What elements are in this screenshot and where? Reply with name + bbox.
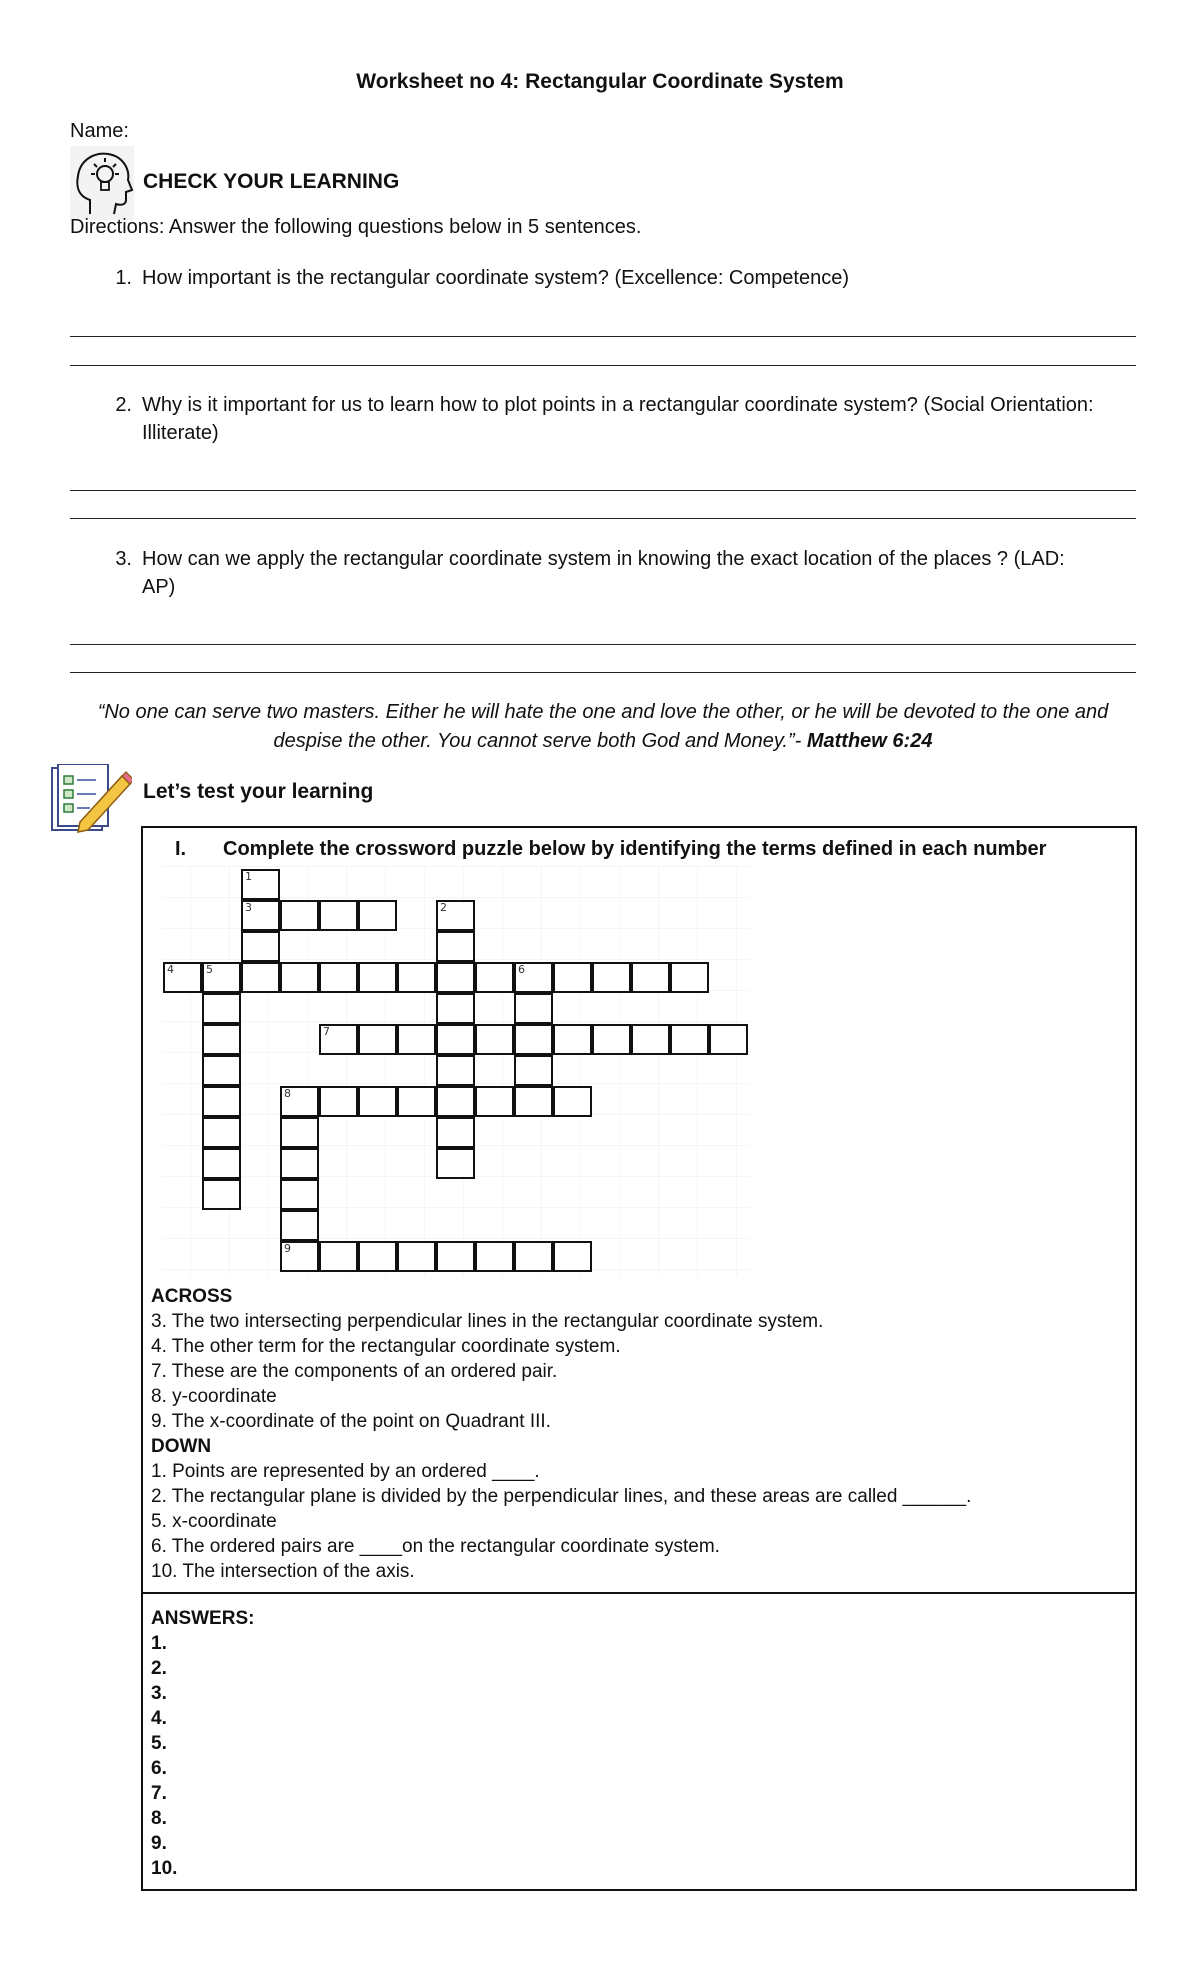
crossword-cell[interactable] — [397, 1086, 436, 1117]
across-clue: 4. The other term for the rectangular coordinate system. — [151, 1336, 621, 1357]
crossword-cell[interactable] — [319, 900, 358, 931]
test-learning-heading: Let’s test your learning — [143, 780, 374, 803]
crossword-cell[interactable] — [280, 962, 319, 993]
clue-number: 4 — [167, 963, 174, 976]
quote-source: Matthew 6:24 — [806, 730, 933, 752]
crossword-cell[interactable] — [397, 1024, 436, 1055]
answer-item[interactable]: 2. — [151, 1658, 167, 1679]
answers-heading: ANSWERS: — [151, 1608, 255, 1629]
crossword-cell[interactable] — [436, 1055, 475, 1086]
crossword-cell[interactable] — [280, 900, 319, 931]
crossword-cell[interactable] — [241, 962, 280, 993]
directions-text: Directions: Answer the following questions below in 5 sentences. — [70, 216, 642, 238]
crossword-cell[interactable] — [202, 1179, 241, 1210]
crossword-cell[interactable] — [358, 1241, 397, 1272]
question-number: 3. — [115, 548, 132, 570]
down-heading: DOWN — [151, 1436, 212, 1457]
answer-item[interactable]: 10. — [151, 1858, 178, 1879]
clue-number: 3 — [245, 901, 252, 914]
crossword-cell[interactable] — [670, 962, 709, 993]
crossword-cell[interactable] — [709, 1024, 748, 1055]
crossword-cell[interactable] — [202, 1148, 241, 1179]
crossword-cell[interactable] — [202, 1117, 241, 1148]
crossword-cell[interactable] — [319, 1024, 358, 1055]
down-clue: 5. x-coordinate — [151, 1511, 277, 1532]
name-label: Name: — [70, 120, 129, 142]
clue-number: 5 — [206, 963, 213, 976]
crossword-cell[interactable] — [436, 900, 475, 931]
page-title: Worksheet no 4: Rectangular Coordinate System — [356, 70, 844, 93]
answer-item[interactable]: 5. — [151, 1733, 167, 1754]
across-clue: 7. These are the components of an ordered pair. — [151, 1361, 558, 1382]
clue-number: 6 — [518, 963, 525, 976]
crossword-cell[interactable] — [358, 900, 397, 931]
answer-item[interactable]: 9. — [151, 1833, 167, 1854]
crossword-cell[interactable] — [475, 962, 514, 993]
across-clue: 8. y-coordinate — [151, 1386, 277, 1407]
clue-list — [151, 1284, 971, 1584]
answer-line[interactable] — [70, 672, 1136, 673]
question-text: Why is it important for us to learn how to plot points in a rectangular coordinate system? (Social Orientation: Illiterate) — [142, 394, 1094, 444]
crossword-cell[interactable] — [202, 1055, 241, 1086]
down-clue: 1. Points are represented by an ordered ____. — [151, 1461, 540, 1482]
checklist-pencil-icon — [50, 764, 132, 834]
answer-line[interactable] — [70, 490, 1136, 491]
crossword-cell[interactable] — [553, 1024, 592, 1055]
instruction-number: I. — [175, 838, 187, 860]
crossword-cell[interactable] — [436, 1117, 475, 1148]
crossword-cell[interactable] — [280, 1241, 319, 1272]
across-clue: 9. The x-coordinate of the point on Quadrant III. — [151, 1411, 551, 1432]
crossword-cell[interactable] — [553, 1086, 592, 1117]
crossword-cell[interactable] — [514, 1241, 553, 1272]
question-number: 1. — [115, 267, 132, 289]
lightbulb-head-icon — [70, 146, 134, 220]
answer-item[interactable]: 6. — [151, 1758, 167, 1779]
answer-line[interactable] — [70, 644, 1136, 645]
crossword-cell[interactable] — [475, 1024, 514, 1055]
clue-number: 1 — [245, 870, 252, 883]
crossword-cell[interactable] — [436, 993, 475, 1024]
down-clue: 10. The intersection of the axis. — [151, 1561, 415, 1582]
check-learning-heading: CHECK YOUR LEARNING — [143, 170, 400, 193]
crossword-cell[interactable] — [514, 993, 553, 1024]
crossword-cell[interactable] — [202, 993, 241, 1024]
crossword-cell[interactable] — [553, 1241, 592, 1272]
question-text: How important is the rectangular coordinate system? (Excellence: Competence) — [142, 267, 849, 289]
crossword-cell[interactable] — [475, 1241, 514, 1272]
crossword-cell[interactable] — [358, 962, 397, 993]
crossword-cell[interactable] — [514, 1055, 553, 1086]
answer-item[interactable]: 7. — [151, 1783, 167, 1804]
quote-text: “No one can serve two masters. Either he will hate the one and love the other, or he will be devoted to the one and despise the other. You cannot serve both God and Money.”- — [97, 701, 1109, 752]
clue-number: 7 — [323, 1025, 330, 1038]
crossword-cell[interactable] — [436, 1086, 475, 1117]
crossword-cell[interactable] — [280, 1148, 319, 1179]
answers-section — [151, 1606, 254, 1881]
across-heading: ACROSS — [151, 1286, 233, 1307]
question-number: 2. — [115, 394, 132, 416]
crossword-cell[interactable] — [631, 1024, 670, 1055]
clue-number: 2 — [440, 901, 447, 914]
crossword-cell[interactable] — [436, 962, 475, 993]
crossword-cell[interactable] — [592, 1024, 631, 1055]
answer-item[interactable]: 1. — [151, 1633, 167, 1654]
answer-line[interactable] — [70, 365, 1136, 366]
crossword-cell[interactable] — [163, 962, 202, 993]
crossword-cell[interactable] — [358, 1086, 397, 1117]
crossword-cell[interactable] — [319, 1241, 358, 1272]
crossword-cell[interactable] — [670, 1024, 709, 1055]
crossword-cell[interactable] — [436, 1024, 475, 1055]
question-text: How can we apply the rectangular coordinate system in knowing the exact location of the places ? (LAD: AP) — [142, 548, 1065, 598]
crossword-cell[interactable] — [397, 1241, 436, 1272]
clue-number: 9 — [284, 1242, 291, 1255]
crossword-cell[interactable] — [631, 962, 670, 993]
crossword-cell[interactable] — [280, 1086, 319, 1117]
crossword-cell[interactable] — [202, 1086, 241, 1117]
crossword-cell[interactable] — [241, 931, 280, 962]
answer-item[interactable]: 4. — [151, 1708, 167, 1729]
crossword-cell[interactable] — [436, 931, 475, 962]
crossword-cell[interactable] — [280, 1117, 319, 1148]
crossword-cell[interactable] — [514, 1024, 553, 1055]
down-clue: 6. The ordered pairs are ____on the rectangular coordinate system. — [151, 1536, 720, 1557]
crossword-cell[interactable] — [280, 1179, 319, 1210]
crossword-cell[interactable] — [202, 962, 241, 993]
crossword-cell[interactable] — [241, 869, 280, 900]
answer-line[interactable] — [70, 518, 1136, 519]
answer-item[interactable]: 3. — [151, 1683, 167, 1704]
bible-quote — [70, 698, 1136, 756]
answer-line[interactable] — [70, 336, 1136, 337]
crossword-cell[interactable] — [514, 962, 553, 993]
clue-number: 8 — [284, 1087, 291, 1100]
crossword-instruction: Complete the crossword puzzle below by identifying the terms defined in each number — [223, 838, 1047, 860]
crossword-cell[interactable] — [436, 1148, 475, 1179]
answers-divider — [141, 1592, 1137, 1594]
crossword-cell[interactable] — [358, 1024, 397, 1055]
crossword-cell[interactable] — [475, 1086, 514, 1117]
crossword-cell[interactable] — [319, 1086, 358, 1117]
crossword-cell[interactable] — [241, 900, 280, 931]
crossword-cell[interactable] — [397, 962, 436, 993]
crossword-cell[interactable] — [319, 962, 358, 993]
crossword-cell[interactable] — [280, 1210, 319, 1241]
crossword-cell[interactable] — [436, 1241, 475, 1272]
across-clue: 3. The two intersecting perpendicular lines in the rectangular coordinate system. — [151, 1311, 824, 1332]
down-clue: 2. The rectangular plane is divided by the perpendicular lines, and these areas are called ______. — [151, 1486, 972, 1507]
answer-item[interactable]: 8. — [151, 1808, 167, 1829]
crossword-cell[interactable] — [202, 1024, 241, 1055]
crossword-cell[interactable] — [514, 1086, 553, 1117]
crossword-cell[interactable] — [553, 962, 592, 993]
crossword-cell[interactable] — [592, 962, 631, 993]
